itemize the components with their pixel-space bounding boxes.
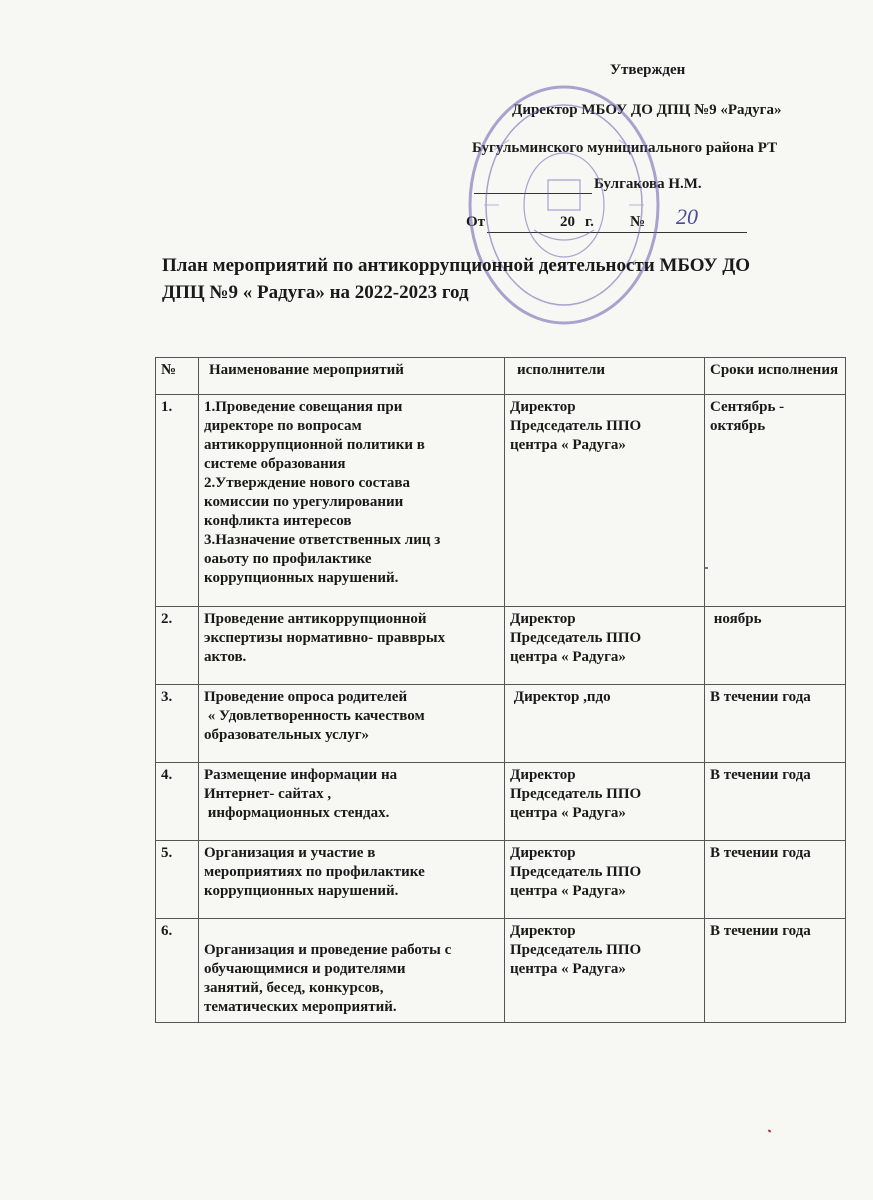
activity-line: образовательных услуг» xyxy=(204,727,370,743)
document-title xyxy=(162,252,802,306)
deadline-line: Сентябрь - xyxy=(710,399,785,415)
activity-line: Проведение опроса родителей xyxy=(204,689,408,705)
row-activity xyxy=(199,395,505,607)
approval-director-line: Директор МБОУ ДО ДПЦ №9 «Радуга» xyxy=(512,102,782,118)
row-executors xyxy=(505,607,705,685)
deadline-line: В течении года xyxy=(710,923,811,939)
row-activity xyxy=(199,685,505,763)
approval-date-from: От xyxy=(466,214,486,230)
executor-line: Председатель ППО xyxy=(510,630,642,646)
approval-title: Утвержден xyxy=(610,62,686,78)
executor-line: центра « Радуга» xyxy=(510,805,626,821)
header-number: № xyxy=(156,358,199,395)
table-row xyxy=(156,763,846,841)
executor-line: Директор xyxy=(510,399,576,415)
executor-line: Директор ,пдо xyxy=(510,689,611,705)
activity-line: обучающимися и родителями xyxy=(204,961,406,977)
row-deadline xyxy=(705,919,846,1023)
date-line xyxy=(487,232,747,233)
row-deadline xyxy=(705,763,846,841)
row-number: 3. xyxy=(156,685,199,763)
row-deadline xyxy=(705,685,846,763)
table-header-row xyxy=(156,358,846,395)
activity-line: оаьоту по профилактике xyxy=(204,551,372,567)
executor-line: Директор xyxy=(510,923,576,939)
executor-line: Председатель ППО xyxy=(510,786,642,802)
approval-number-label: № xyxy=(630,214,646,230)
row-executors xyxy=(505,919,705,1023)
activity-line: системе образования xyxy=(204,456,346,472)
activity-line: Размещение информации на xyxy=(204,767,398,783)
activity-line: коррупционных нарушений. xyxy=(204,883,399,899)
row-executors xyxy=(505,841,705,919)
row-number: 2. xyxy=(156,607,199,685)
approval-date-suffix: г. xyxy=(585,214,594,230)
row-number: 6. xyxy=(156,919,199,1023)
activity-line: комиссии по урегулировании xyxy=(204,494,404,510)
header-executors: исполнители xyxy=(505,358,705,395)
activity-line xyxy=(204,922,499,941)
activity-line: директоре по вопросам xyxy=(204,418,362,434)
table-row xyxy=(156,395,846,607)
row-executors xyxy=(505,763,705,841)
executor-line: центра « Радуга» xyxy=(510,649,626,665)
deadline-line: В течении года xyxy=(710,767,811,783)
row-number: 4. xyxy=(156,763,199,841)
executor-line: центра « Радуга» xyxy=(510,961,626,977)
executor-line: центра « Радуга» xyxy=(510,883,626,899)
table-row xyxy=(156,841,846,919)
executor-line: Директор xyxy=(510,611,576,627)
title-line-1: План мероприятий по антикоррупционной деятельности МБОУ ДО xyxy=(162,255,751,276)
row-deadline xyxy=(705,607,846,685)
scan-speck xyxy=(768,1129,772,1132)
activity-line: занятий, бесед, конкурсов, xyxy=(204,980,384,996)
activity-line: 2.Утверждение нового состава xyxy=(204,475,410,491)
activity-line: 3.Назначение ответственных лиц з xyxy=(204,532,441,548)
title-line-2: ДПЦ №9 « Радуга» на 2022-2023 год xyxy=(162,282,469,303)
plan-table xyxy=(155,357,846,1023)
executor-line: Председатель ППО xyxy=(510,942,642,958)
table-row xyxy=(156,685,846,763)
deadline-line: ноябрь xyxy=(710,611,762,627)
row-activity xyxy=(199,763,505,841)
row-deadline xyxy=(705,395,846,607)
scan-speck xyxy=(705,567,708,569)
row-number: 5. xyxy=(156,841,199,919)
activity-line: Интернет- сайтах , xyxy=(204,786,332,802)
activity-line: экспертизы нормативно- правврых xyxy=(204,630,446,646)
approval-date-year: 20 xyxy=(560,214,575,230)
activity-line: 1.Проведение совещания при xyxy=(204,399,403,415)
deadline-line: В течении года xyxy=(710,689,811,705)
activity-line: Проведение антикоррупционной xyxy=(204,611,427,627)
table-row xyxy=(156,919,846,1023)
row-executors xyxy=(505,685,705,763)
header-deadline: Сроки исполнения xyxy=(705,358,846,395)
row-executors xyxy=(505,395,705,607)
activity-line: конфликта интересов xyxy=(204,513,352,529)
activity-line: Организация и участие в xyxy=(204,845,376,861)
executor-line: Директор xyxy=(510,767,576,783)
activity-line: « Удовлетворенность качеством xyxy=(204,708,425,724)
activity-line: мероприятиях по профилактике xyxy=(204,864,425,880)
header-activity: Наименование мероприятий xyxy=(199,358,505,395)
activity-line: антикоррупционной политики в xyxy=(204,437,425,453)
approval-name: Булгакова Н.М. xyxy=(594,176,702,192)
row-activity xyxy=(199,841,505,919)
signature-line xyxy=(474,193,592,194)
activity-line: актов. xyxy=(204,649,247,665)
activity-line: тематических мероприятий. xyxy=(204,999,397,1015)
approval-district-line: Бугульминского муниципального района РТ xyxy=(472,140,778,156)
table-row xyxy=(156,607,846,685)
row-number: 1. xyxy=(156,395,199,607)
handwritten-year: 20 xyxy=(676,204,698,229)
deadline-line: октябрь xyxy=(710,418,766,434)
executor-line: Председатель ППО xyxy=(510,418,642,434)
deadline-line: В течении года xyxy=(710,845,811,861)
executor-line: Председатель ППО xyxy=(510,864,642,880)
executor-line: центра « Радуга» xyxy=(510,437,626,453)
row-deadline xyxy=(705,841,846,919)
activity-line: информационных стендах. xyxy=(204,805,390,821)
activity-line: Организация и проведение работы с xyxy=(204,942,452,958)
row-activity xyxy=(199,919,505,1023)
activity-line: коррупционных нарушений. xyxy=(204,570,399,586)
executor-line: Директор xyxy=(510,845,576,861)
row-activity xyxy=(199,607,505,685)
